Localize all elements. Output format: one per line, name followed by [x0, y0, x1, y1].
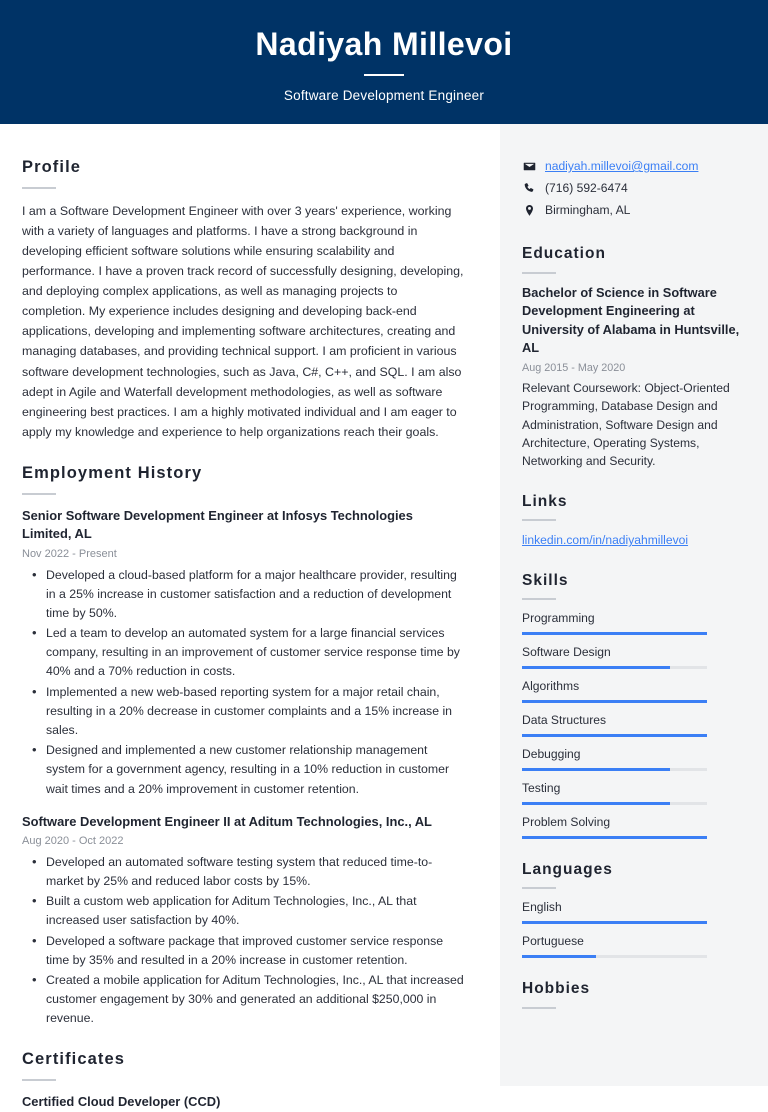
skill-bar-fill [522, 768, 670, 771]
section-heading-languages: Languages [522, 860, 613, 878]
section-heading-hobbies: Hobbies [522, 980, 591, 998]
language-label: English [522, 900, 562, 915]
list-item: • Built a custom web application for Aditum Technologies, Inc., AL that increased user satisfaction by 40%. [22, 892, 464, 930]
skill-bar-track [522, 734, 707, 737]
employment-entry [22, 507, 464, 799]
list-item: • Designed and implemented a new customer relationship management system for a government agency, resulting in a 10% reduction in customer wait times and a 20% improvement in customer retention. [22, 741, 464, 799]
phone-number: (716) 592-6474 [545, 181, 628, 196]
section-rule [522, 272, 556, 274]
skill-label: Data Structures [522, 712, 607, 727]
language-label: Portuguese [522, 934, 584, 949]
header-job-title: Software Development Engineer [283, 87, 485, 103]
job-title: Senior Software Development Engineer at Infosys Technologies Limited, AL [22, 507, 413, 542]
section-hobbies [522, 980, 744, 1009]
section-heading-skills: Skills [522, 571, 569, 589]
skill-item [522, 814, 744, 839]
skill-bar-track [522, 700, 707, 703]
section-languages [522, 861, 744, 958]
skill-bar-fill [522, 802, 670, 805]
section-heading-links: Links [522, 492, 568, 510]
section-heading-employment: Employment History [22, 463, 203, 482]
section-rule [22, 493, 56, 495]
contact-row-location [522, 202, 744, 219]
skill-label: Testing [522, 780, 561, 795]
contact-details [522, 158, 744, 219]
resume-body [0, 124, 768, 1110]
section-certificates [22, 1050, 464, 1112]
linkedin-link[interactable]: linkedin.com/in/nadiyahmillevoi [522, 533, 689, 548]
sidebar-column [500, 124, 768, 1086]
skill-bar-fill [522, 734, 707, 737]
section-rule [522, 598, 556, 600]
education-degree: Bachelor of Science in Software Development Engineering at University of Alabama in Huntsville, AL [522, 284, 740, 356]
section-employment-history [22, 464, 464, 1029]
section-skills [522, 572, 744, 839]
skill-bar-track [522, 836, 707, 839]
header-divider [364, 74, 404, 76]
skill-item [522, 678, 744, 703]
location-pin-icon [522, 204, 536, 218]
skill-item [522, 644, 744, 669]
phone-icon [522, 182, 536, 196]
job-bullets [22, 853, 464, 1029]
resume-header [0, 0, 768, 124]
section-rule [522, 519, 556, 521]
skill-bar-fill [522, 632, 707, 635]
skill-item [522, 610, 744, 635]
location-text: Birmingham, AL [545, 203, 631, 218]
envelope-icon [522, 160, 536, 174]
skill-bar-track [522, 802, 707, 805]
skill-item [522, 780, 744, 805]
section-rule [22, 187, 56, 189]
contact-row-phone [522, 180, 744, 197]
skill-bar-track [522, 768, 707, 771]
list-item: • Developed a cloud-based platform for a major healthcare provider, resulting in a 25% increase in customer satisfaction and a reduction of development time by 50%. [22, 566, 464, 624]
section-profile [22, 158, 464, 442]
language-bar-track [522, 955, 707, 958]
skill-label: Programming [522, 611, 595, 626]
skill-bar-track [522, 632, 707, 635]
contact-row-email [522, 158, 744, 175]
list-item: • Developed an automated software testing system that reduced time-to-market by 25% and reduced labor costs by 15%. [22, 853, 464, 891]
section-heading-profile: Profile [22, 158, 82, 176]
main-column [0, 124, 500, 1110]
list-item: • Developed a software package that improved customer service response time by 35% and resulted in a 20% increase in customer retention. [22, 932, 464, 970]
job-dates: Nov 2022 - Present [22, 548, 117, 561]
section-rule [522, 1007, 556, 1009]
section-heading-education: Education [522, 245, 606, 262]
page-title: Nadiyah Millevoi [255, 26, 513, 63]
section-rule [522, 887, 556, 889]
skill-bar-track [522, 666, 707, 669]
skill-label: Debugging [522, 746, 581, 761]
job-dates: Aug 2020 - Oct 2022 [22, 835, 124, 848]
section-rule [22, 1079, 56, 1081]
profile-text: I am a Software Development Engineer with over 3 years' experience, working with a variety of languages and platforms. I have a strong background in developing efficient software solutions while ensuring scalability and performance. I have a proven track record of successfully designing, developing, and deploying complex applications, as well as managing projects to completion. My experience includes designing and developing back-end applications, developing and implementing software architectures, creating and managing databases, and providing technical support. I am proficient in various software development technologies, such as Java, C#, C++, and SQL. I am also adept in Agile and Waterfall development methodologies, as well as software engineering best practices. I am a highly motivated individual and I am eager to apply my knowledge and experience to help organizations reach their goals. [22, 203, 464, 439]
language-item [522, 933, 744, 958]
job-bullets [22, 566, 464, 799]
skill-item [522, 712, 744, 737]
skill-item [522, 746, 744, 771]
skill-label: Problem Solving [522, 814, 611, 829]
skill-label: Algorithms [522, 679, 580, 694]
job-title: Software Development Engineer II at Aditum Technologies, Inc., AL [22, 813, 432, 829]
skill-bar-fill [522, 700, 707, 703]
employment-entry [22, 813, 464, 1029]
skill-bar-fill [522, 836, 707, 839]
list-item: • Led a team to develop an automated system for a large financial services company, resulting in an improvement of customer service response time by 40% and a 70% reduction in costs. [22, 624, 464, 682]
education-description: Relevant Coursework: Object-Oriented Programming, Database Design and Administration, Software Design and Architecture, Operating Systems, Networking and Security. [522, 380, 730, 469]
email-link[interactable]: nadiyah.millevoi@gmail.com [545, 159, 699, 174]
list-item: • Created a mobile application for Aditum Technologies, Inc., AL that increased customer engagement by 30% and generated an additional $250,000 in revenue. [22, 971, 464, 1029]
section-education [522, 245, 744, 471]
section-links [522, 493, 744, 550]
skill-bar-fill [522, 666, 670, 669]
skill-label: Software Design [522, 645, 611, 660]
list-item: • Implemented a new web-based reporting system for a major retail chain, resulting in a 20% decrease in customer complaints and a 15% increase in sales. [22, 683, 464, 741]
language-bar-fill [522, 921, 707, 924]
language-item [522, 899, 744, 924]
education-dates: Aug 2015 - May 2020 [522, 361, 626, 374]
language-bar-fill [522, 955, 596, 958]
certificate-name: Certified Cloud Developer (CCD) [22, 1094, 221, 1110]
language-bar-track [522, 921, 707, 924]
section-heading-certificates: Certificates [22, 1050, 126, 1069]
